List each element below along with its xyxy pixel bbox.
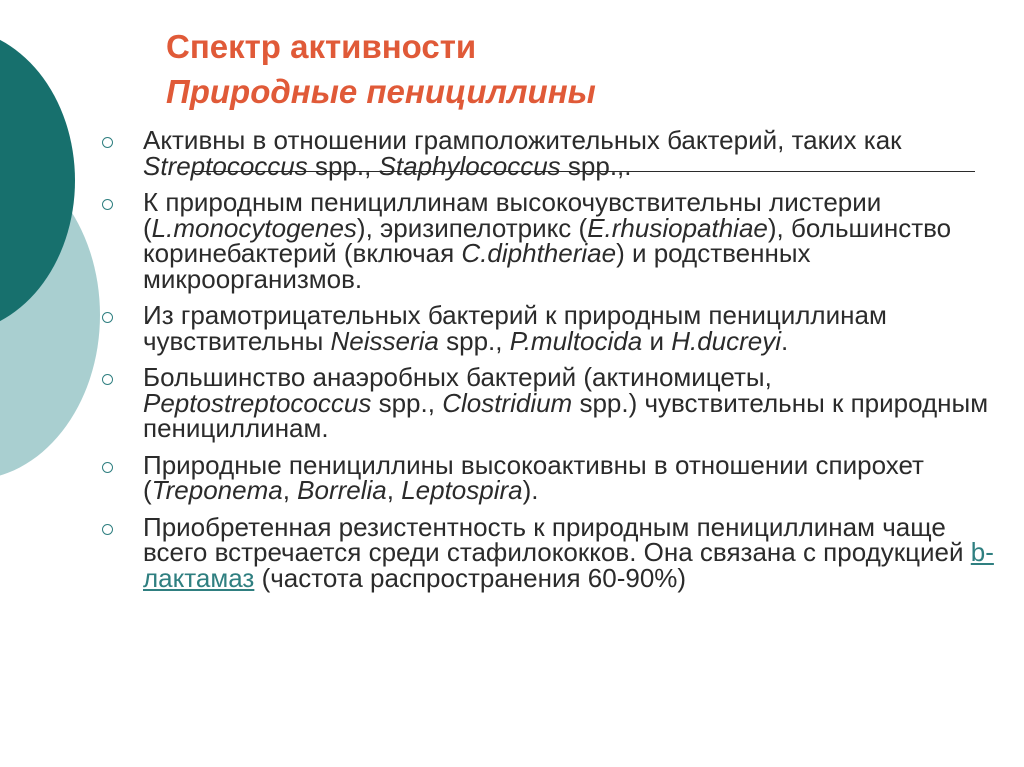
bullet-text: К природным пенициллинам высокочувствительны листерии ( [143,187,882,243]
bullet-italic-term: L.monocytogenes [151,212,357,243]
bullet-text: Активны в отношении грамположительных бактерий, таких как [143,125,902,155]
bullet-item [102,300,1007,356]
bullet-italic-term: Streptococcus [143,150,308,181]
hollow-circle-bullet-icon [102,462,113,473]
bullet-italic-term: Neisseria [330,325,439,356]
bullet-italic-term: C.diphtheriae [461,238,617,268]
bullet-text: , [282,475,298,505]
bullet-italic-term: Leptospira [401,475,523,505]
bullet-text: spp.) чувствительны к природным пенициллинам. [143,387,989,443]
bullet-item [102,362,1007,443]
bullet-italic-term: P.multocida [509,325,643,356]
bullet-text: Большинство анаэробных бактерий (актиномицеты, [143,362,772,392]
bullet-list [102,125,1007,602]
hollow-circle-bullet-icon [102,199,113,210]
bullet-item [102,449,1007,505]
bullet-item [102,187,1007,294]
bullet-text: Природные пенициллины высокоактивны в отношении спирохет ( [143,449,924,505]
bullet-italic-term: H.ducreyi [671,325,782,356]
bullet-text: ), эризипелотрикс ( [356,212,588,243]
bullet-text: , [386,475,402,505]
bullet-text: ). [522,475,539,505]
bullet-italic-term: Treponema [151,475,283,505]
bullet-text: ) и родственных микроорганизмов. [143,238,811,294]
hollow-circle-bullet-icon [102,312,113,323]
bullet-item [102,511,1007,593]
bullet-text: ), большинство коринебактерий (включая [143,212,952,268]
slide-title-text: Спектр активности [166,28,477,65]
bullet-text: и [642,325,672,356]
bullet-text: spp., [438,325,510,356]
bullet-italic-term: E.rhusiopathiae [587,212,768,243]
bullet-text: spp., [371,387,443,418]
hollow-circle-bullet-icon [102,137,113,148]
bullet-italic-term: Staphylococcus [378,150,561,181]
bullet-text: Из грамотрицательных бактерий к природным пенициллинам чувствительны [143,300,887,356]
slide-title [166,24,596,114]
hollow-circle-bullet-icon [102,524,113,535]
bullet-text: spp., [307,150,379,181]
bullet-italic-term: Borrelia [297,475,387,505]
bullet-text: Приобретенная резистентность к природным пенициллинам чаще всего встречается среди стафилококков. Она связана с продукцией [143,511,971,567]
hollow-circle-bullet-icon [102,374,113,385]
bullet-text: . [781,325,789,356]
bullet-item [102,125,1007,181]
bullet-text: (частота распространения 60-90%) [254,562,687,593]
bullet-italic-term: Peptostreptococcus [143,387,372,418]
beta-lactamase-link[interactable]: b-лактамаз [143,537,994,593]
bullet-italic-term: Clostridium [442,387,573,418]
bullet-text: spp.,. [560,150,632,181]
slide-subtitle: Природные пенициллины [166,73,596,110]
